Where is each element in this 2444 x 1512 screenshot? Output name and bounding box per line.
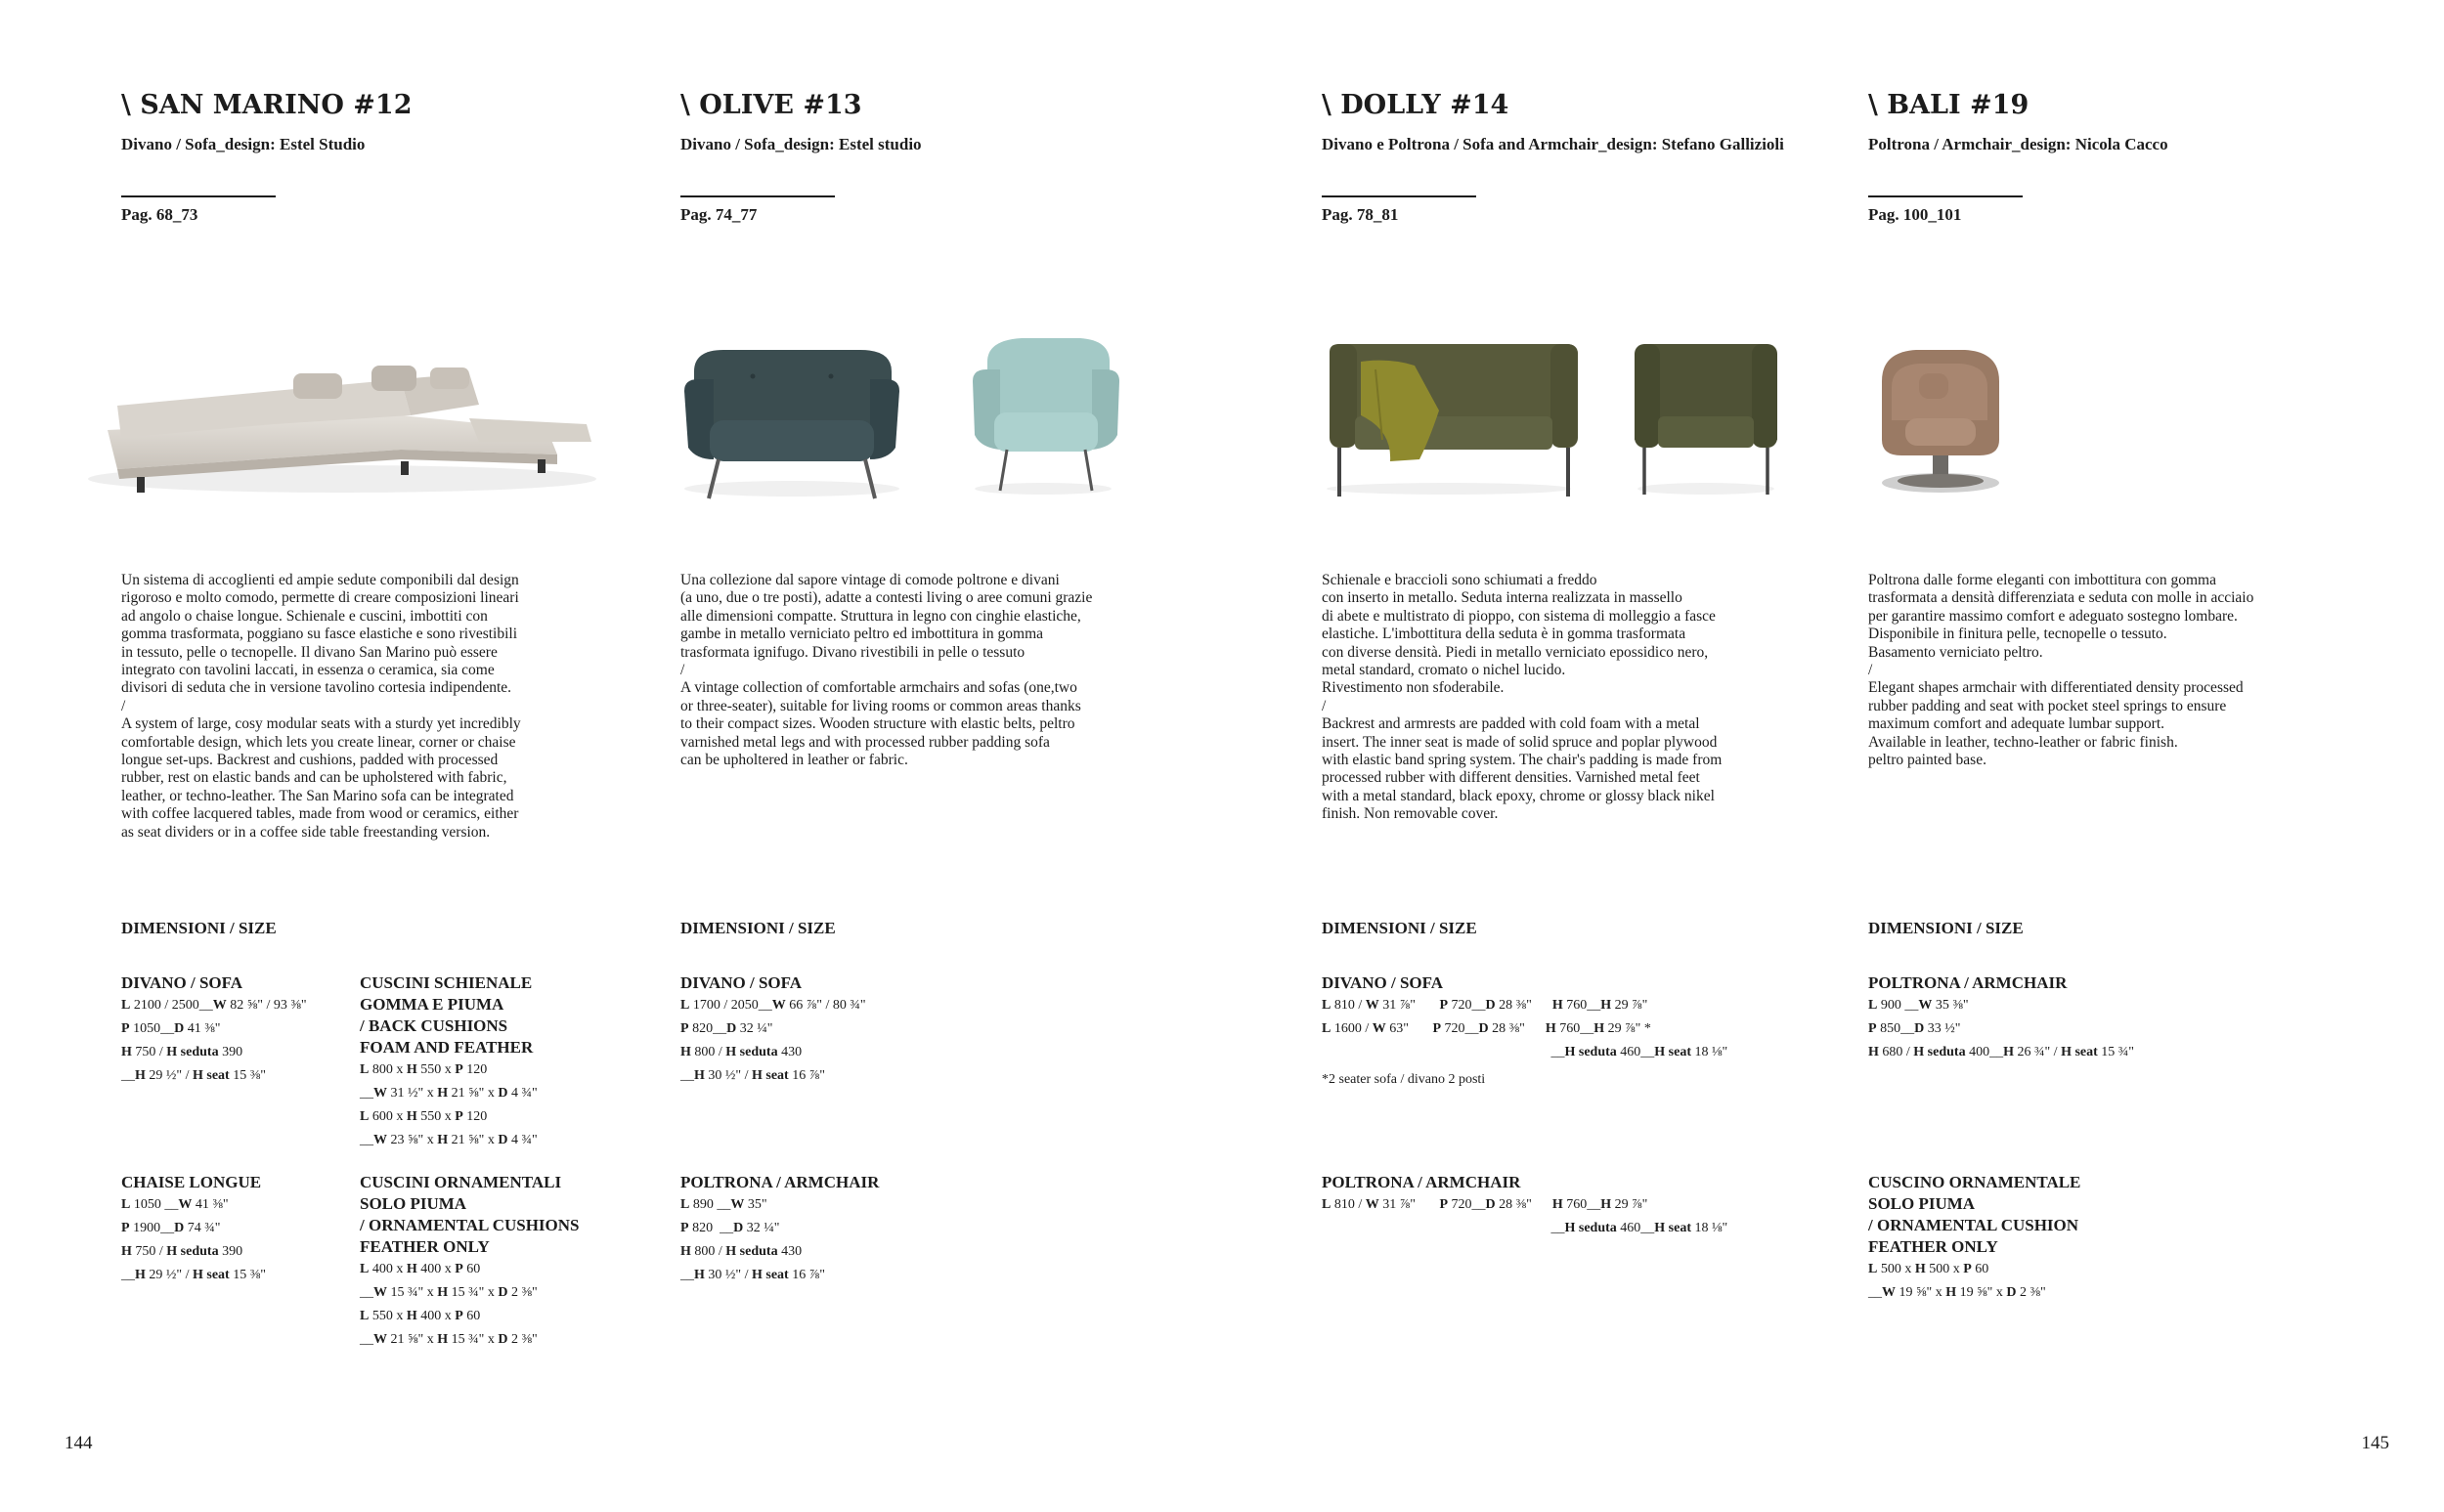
dimension-line: H 800 / H seduta 430 (680, 1244, 803, 1259)
dimension-line: P 820__D 32 ¼" (680, 1021, 773, 1036)
divider (121, 195, 276, 197)
dimension-line: L 600 x H 550 x P 120 (360, 1109, 488, 1124)
product-subtitle: Poltrona / Armchair_design: Nicola Cacco (1868, 135, 2168, 153)
dimensions-block (121, 972, 307, 1088)
dimensions-lines (360, 1258, 580, 1352)
dimensions-title: POLTRONA / ARMCHAIR (1868, 973, 2068, 992)
dimensions-lines (121, 994, 307, 1088)
dimension-line: L 800 x H 550 x P 120 (360, 1062, 488, 1077)
san-marino-sofa-image (78, 323, 606, 518)
product-san-marino (121, 86, 669, 227)
dimension-line: L 810 / W 31 ⅞" P 720__D 28 ⅜" H 760__H 29 ⅞" (1322, 1197, 1648, 1212)
dimensions-title: POLTRONA / ARMCHAIR (680, 1173, 880, 1191)
product-subtitle: Divano e Poltrona / Sofa and Armchair_design: Stefano Gallizioli (1322, 135, 1784, 153)
product-subtitle: Divano / Sofa_design: Estel Studio (121, 135, 366, 153)
dimension-line: P 850__D 33 ½" (1868, 1021, 1961, 1036)
dimension-line: __W 23 ⅝" x H 21 ⅝" x D 4 ¾" (360, 1133, 538, 1147)
size-header: DIMENSIONI / SIZE (1868, 919, 2024, 937)
product-olive (680, 86, 1277, 227)
dimension-line: P 820 __D 32 ¼" (680, 1221, 780, 1235)
description-text: Una collezione dal sapore vintage di comode poltrone e divani (a uno, due o tre posti), adatte a contesti living o aree comuni grazie alle dimensioni compatte. Struttura in legno con cinghie elastiche, gambe in metallo verniciato peltro ed imbottitura in gomma trasformata ignifugo. Divano rivestibili in pelle o tessuto / A vintage collection of comfortable armchairs and sofas (one,two or three-seater), suitable for living rooms or common areas thanks to their compact sizes. Wooden structure with elastic belts, peltro varnished metal legs and with processed rubber padding sofa can be upholtered in leather or fabric. (680, 572, 1093, 769)
size-header: DIMENSIONI / SIZE (1322, 919, 1477, 937)
dimensions-block (680, 972, 866, 1088)
dimensions-block (360, 1172, 580, 1352)
dimension-line: L 1700 / 2050__W 66 ⅞" / 80 ¾" (680, 998, 866, 1013)
dimensions-block (1322, 1172, 1727, 1240)
dimension-line: __H 30 ½" / H seat 16 ⅞" (680, 1268, 825, 1282)
dimension-line: L 550 x H 400 x P 60 (360, 1309, 481, 1323)
dimensions-lines (360, 1058, 538, 1152)
dimensions-lines (121, 1193, 266, 1287)
dimensions-lines (1322, 1193, 1727, 1240)
product-dolly (1322, 86, 1869, 227)
dimension-line: L 1050 __W 41 ⅜" (121, 1197, 229, 1212)
dimension-line: L 400 x H 400 x P 60 (360, 1262, 481, 1276)
dimension-line: P 1900__D 74 ¾" (121, 1221, 221, 1235)
dimension-line: L 2100 / 2500__W 82 ⅝" / 93 ⅜" (121, 998, 307, 1013)
product-subtitle: Divano / Sofa_design: Estel studio (680, 135, 922, 153)
divider (1868, 195, 2023, 197)
product-title: \ SAN MARINO #12 (121, 90, 413, 120)
page-reference: Pag. 100_101 (1868, 205, 1962, 224)
dimensions-title: CUSCINO ORNAMENTALE SOLO PIUMA / ORNAMENTAL CUSHION FEATHER ONLY (1868, 1173, 2081, 1256)
dimensions-title: DIVANO / SOFA (680, 973, 803, 992)
olive-armchair-image (963, 323, 1124, 518)
dolly-armchair-image (1623, 323, 1789, 518)
dimension-line: __H seduta 460__H seat 18 ⅛" (1322, 1045, 1728, 1059)
dimensions-lines (680, 994, 866, 1088)
description-text: Schienale e braccioli sono schiumati a freddo con inserto in metallo. Seduta interna realizzata in massello di abete e multistrato di pioppo, con sistema di molleggio a fasce elastiche. L'imbottitura della seduta è in gomma trasformata con diverse densità. Piedi in metallo verniciato epossidico nero, metal standard, cromato o nichel lucido. Rivestimento non sfoderabile. / Backrest and armrests are padded with cold foam with a metal insert. The inner seat is made of solid spruce and poplar plywood with elastic band spring system. The chair's padding is made from processed rubber with different densities. Varnished metal feet with a metal standard, black epoxy, chrome or glossy black nikel finish. Non removable cover. (1322, 572, 1723, 823)
dimension-line: __W 19 ⅝" x H 19 ⅝" x D 2 ⅜" (1868, 1285, 2046, 1300)
dimensions-title: CHAISE LONGUE (121, 1173, 262, 1191)
dimension-line: L 500 x H 500 x P 60 (1868, 1262, 1989, 1276)
dimension-line: H 680 / H seduta 400__H 26 ¾" / H seat 15 ¾" (1868, 1045, 2135, 1059)
dimensions-title: DIVANO / SOFA (121, 973, 243, 992)
size-header: DIMENSIONI / SIZE (680, 919, 836, 937)
dimensions-lines (1868, 994, 2134, 1064)
description-text: Poltrona dalle forme eleganti con imbottitura con gomma trasformata a densità differenziata e seduta con molle in acciaio per garantire massimo comfort e adeguato sostegno lombare. Disponibile in finitura pelle, tecnopelle o tessuto. Basamento verniciato peltro. / Elegant shapes armchair with differentiated density processed rubber padding and seat with pocket steel springs to ensure maximum comfort and adequate lumbar support. Available in leather, techno-leather or fabric finish. peltro painted base. (1868, 572, 2254, 769)
product-title: \ DOLLY #14 (1322, 90, 1509, 120)
product-title: \ BALI #19 (1868, 90, 2029, 120)
dimension-line: H 750 / H seduta 390 (121, 1045, 243, 1059)
dimension-line: H 800 / H seduta 430 (680, 1045, 803, 1059)
dimension-line: __H seduta 460__H seat 18 ⅛" (1322, 1221, 1728, 1235)
page-reference: Pag. 78_81 (1322, 205, 1399, 224)
dimension-line: __H 29 ½" / H seat 15 ⅜" (121, 1068, 266, 1083)
dimensions-block (1322, 972, 1727, 1092)
dimension-line: __H 30 ½" / H seat 16 ⅞" (680, 1068, 825, 1083)
dimensions-block (680, 1172, 879, 1287)
page-reference: Pag. 74_77 (680, 205, 758, 224)
dimensions-title: DIVANO / SOFA (1322, 973, 1444, 992)
description-text: Un sistema di accoglienti ed ampie sedute componibili dal design rigoroso e molto comodo, permette di creare composizioni lineari ad angolo o chaise longue. Schienale e cuscini, imbottiti con gomma trasformata, poggiano su fasce elastiche e sono rivestibili in tessuto, pelle o tecnopelle. Il divano San Marino può essere integrato con tavolini laccati, in essenza o ceramica, sia come divisori di seduta che in versione tavolino cortesia indipendente. / A system of large, cosy modular seats with a sturdy yet incredibly comfortable design, which lets you create linear, corner or chaise longue set-ups. Backrest and cushions, padded with processed rubber, rest on elastic bands and can be upholstered with fabric, leather, or techno-leather. The San Marino sofa can be integrated with coffee lacquered tables, made from wood or ceramics, either as seat dividers or in a coffee side table freestanding version. (121, 572, 521, 841)
dimension-line: L 900 __W 35 ⅜" (1868, 998, 1969, 1013)
dimension-line: L 890 __W 35" (680, 1197, 767, 1212)
size-header: DIMENSIONI / SIZE (121, 919, 277, 937)
dimensions-block (121, 1172, 266, 1287)
page-number-left: 144 (65, 1433, 93, 1453)
dimension-line: H 750 / H seduta 390 (121, 1244, 243, 1259)
page-number-right: 145 (2361, 1433, 2389, 1453)
product-bali (1868, 86, 2416, 227)
olive-sofa-image (675, 323, 909, 518)
dimensions-block (1868, 1172, 2080, 1305)
dimension-line: __W 21 ⅝" x H 15 ¾" x D 2 ⅜" (360, 1332, 538, 1347)
dimensions-title: CUSCINI ORNAMENTALI SOLO PIUMA / ORNAMENTAL CUSHIONS FEATHER ONLY (360, 1173, 580, 1256)
dimensions-block (360, 972, 538, 1152)
dimensions-lines (1322, 994, 1727, 1064)
dimension-line: L 810 / W 31 ⅞" P 720__D 28 ⅜" H 760__H 29 ⅞" (1322, 998, 1648, 1013)
dimensions-lines (680, 1193, 879, 1287)
dimension-line: __W 15 ¾" x H 15 ¾" x D 2 ⅜" (360, 1285, 538, 1300)
dimensions-note: *2 seater sofa / divano 2 posti (1322, 1072, 1486, 1087)
dimensions-title: POLTRONA / ARMCHAIR (1322, 1173, 1521, 1191)
page-reference: Pag. 68_73 (121, 205, 198, 224)
dimension-line: P 1050__D 41 ⅜" (121, 1021, 221, 1036)
divider (1322, 195, 1476, 197)
dimensions-lines (1868, 1258, 2080, 1305)
dimension-line: __W 31 ½" x H 21 ⅝" x D 4 ¾" (360, 1086, 538, 1101)
product-title: \ OLIVE #13 (680, 90, 862, 120)
dimensions-title: CUSCINI SCHIENALE GOMMA E PIUMA / BACK CUSHIONS FOAM AND FEATHER (360, 973, 534, 1057)
dimension-line: __H 29 ½" / H seat 15 ⅜" (121, 1268, 266, 1282)
bali-armchair-image (1862, 323, 2019, 518)
dimensions-block (1868, 972, 2134, 1064)
dimension-line: L 1600 / W 63" P 720__D 28 ⅜" H 760__H 29 ⅞" * (1322, 1021, 1651, 1036)
divider (680, 195, 835, 197)
dolly-sofa-image (1322, 323, 1586, 518)
